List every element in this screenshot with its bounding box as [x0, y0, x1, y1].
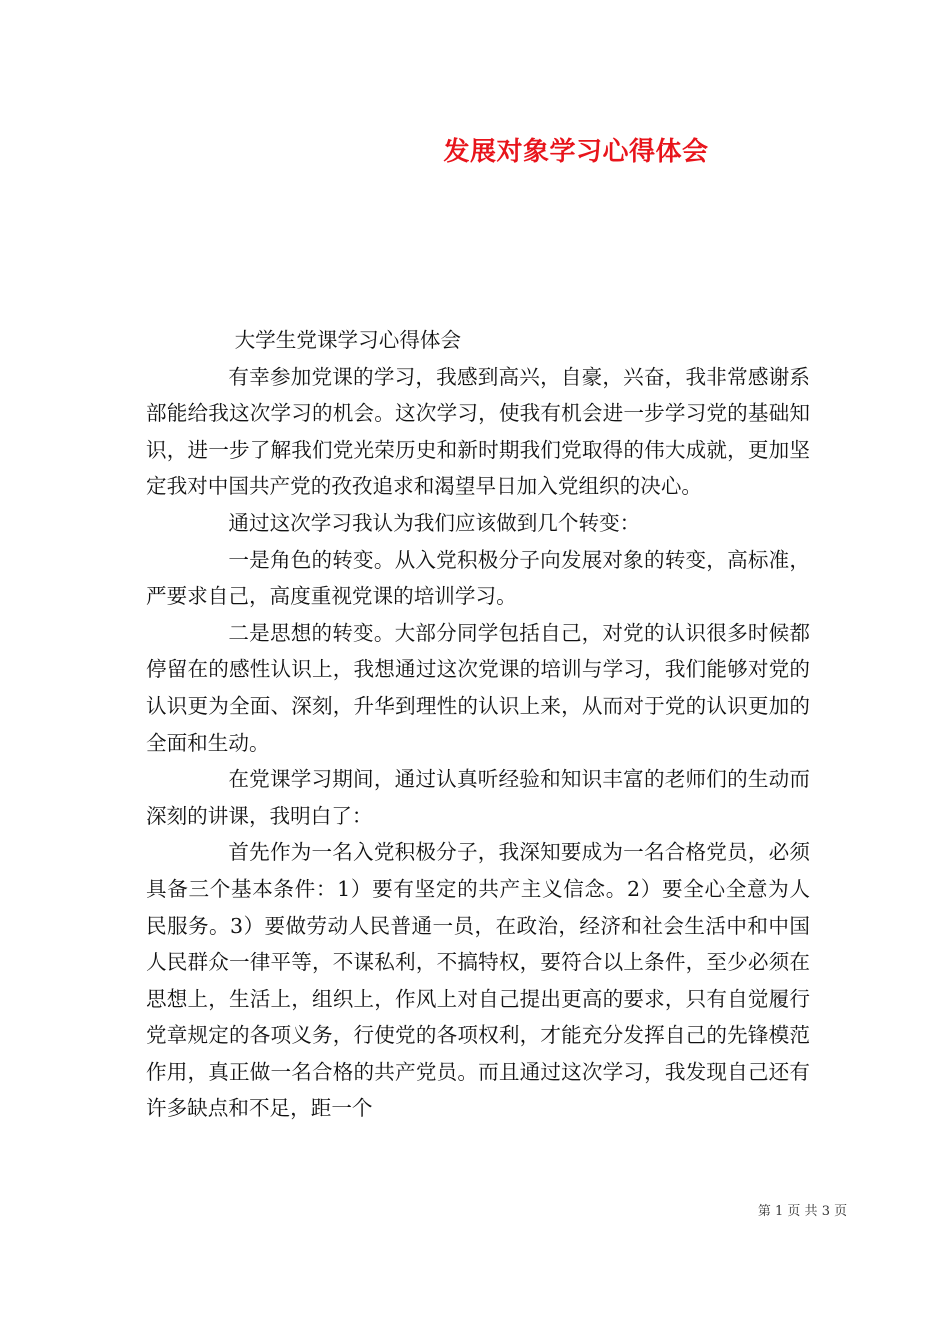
document-title: 发展对象学习心得体会 — [443, 137, 709, 167]
paragraph: 有幸参加党课的学习，我感到高兴，自豪，兴奋，我非常感谢系部能给我这次学习的机会。这次学习，使我有机会进一步学习党的基础知识，进一步了解我们党光荣历史和新时期我们党取得的伟大成就，更加坚定我对中国共产党的孜孜追求和渴望早日加入党组织的决心。 — [146, 364, 810, 499]
document-body — [146, 322, 810, 1127]
page-number-footer: 第 1 页 共 3 页 — [757, 1204, 848, 1219]
paragraph: 首先作为一名入党积极分子，我深知要成为一名合格党员，必须具备三个基本条件：1）要有坚定的共产主义信念。2）要全心全意为人民服务。3）要做劳动人民普通一员，在政治，经济和社会生活中和中国人民群众一律平等，不谋私利，不搞特权，要符合以上条件，至少必须在思想上，生活上，组织上，作风上对自己提出更高的要求，只有自觉履行党章规定的各项义务，行使党的各项权利，才能充分发挥自己的先锋模范作用，真正做一名合格的共产党员。而且通过这次学习，我发现自己还有许多缺点和不足，距一个 — [146, 840, 810, 1121]
paragraph: 二是思想的转变。大部分同学包括自己，对党的认识很多时候都停留在的感性认识上，我想通过这次党课的培训与学习，我们能够对党的认识更为全面、深刻，升华到理性的认识上来，从而对于党的认识更加的全面和生动。 — [146, 620, 810, 755]
paragraph: 通过这次学习我认为我们应该做到几个转变： — [228, 510, 641, 535]
paragraph: 在党课学习期间，通过认真听经验和知识丰富的老师们的生动而深刻的讲课，我明白了： — [146, 767, 810, 828]
paragraph: 一是角色的转变。从入党积极分子向发展对象的转变，高标准，严要求自己，高度重视党课的培训学习。 — [146, 547, 810, 609]
document-subtitle: 大学生党课学习心得体会 — [234, 328, 462, 352]
